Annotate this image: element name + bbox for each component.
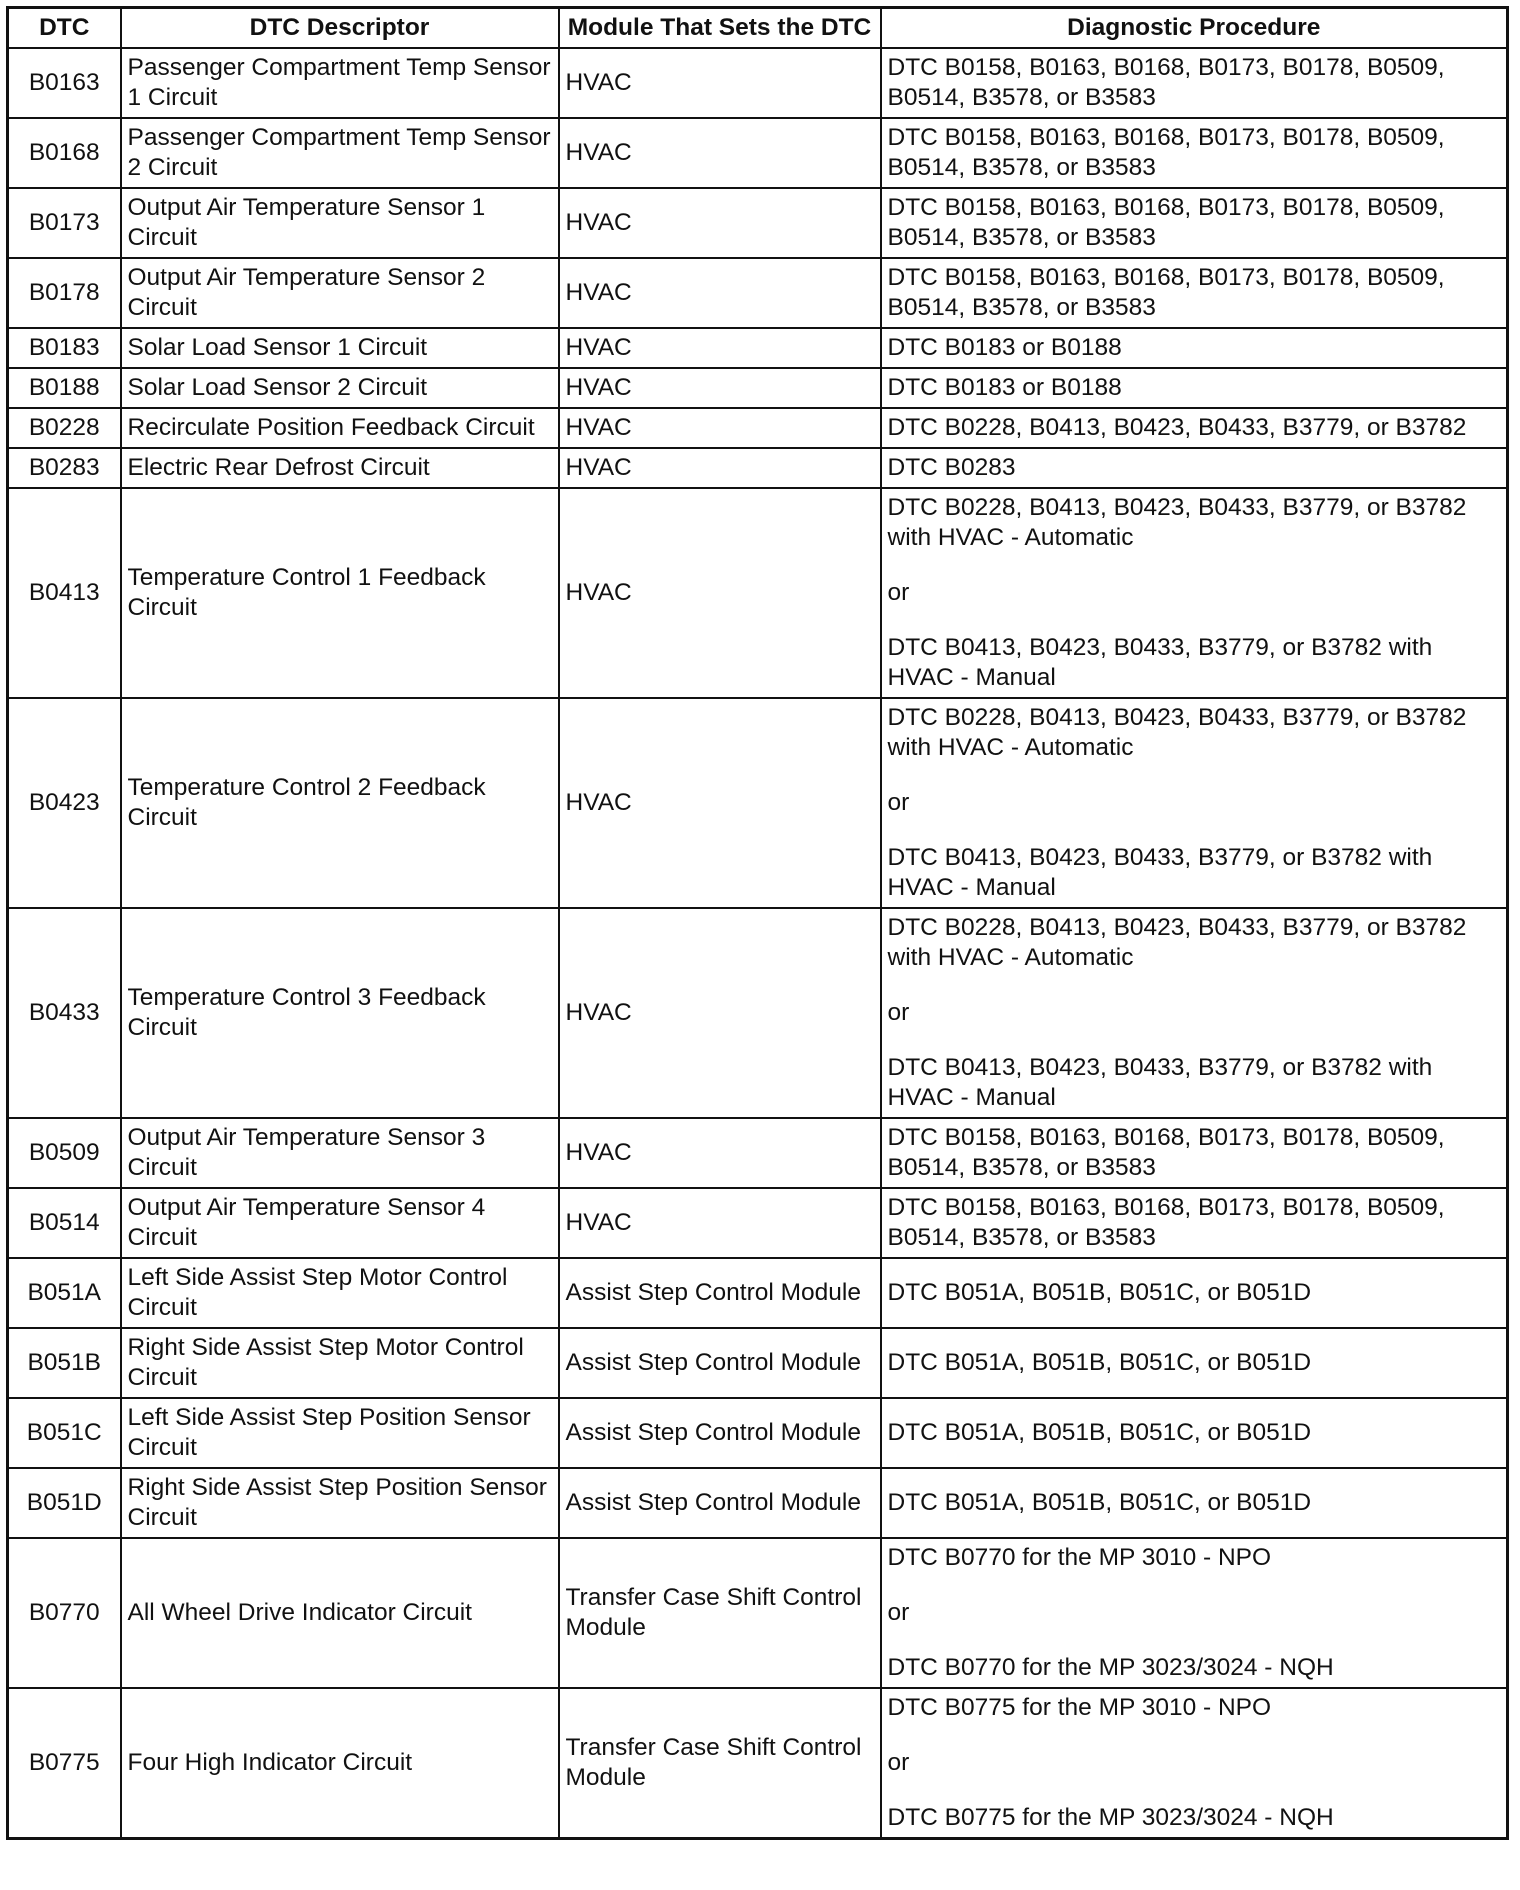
- dtc-descriptor-cell: Right Side Assist Step Position Sensor Circuit: [121, 1468, 559, 1538]
- module-cell: Assist Step Control Module: [559, 1468, 881, 1538]
- procedure-line: or: [887, 1599, 910, 1626]
- module-cell: Transfer Case Shift Control Module: [559, 1688, 881, 1839]
- dtc-descriptor-cell: Left Side Assist Step Motor Control Circuit: [121, 1258, 559, 1328]
- dtc-descriptor-cell: Passenger Compartment Temp Sensor 2 Circuit: [121, 118, 559, 188]
- procedure-line: DTC B0770 for the MP 3023/3024 - NQH: [887, 1654, 1334, 1681]
- module-cell: HVAC: [559, 908, 881, 1118]
- procedure-line: DTC B0775 for the MP 3023/3024 - NQH: [887, 1804, 1334, 1831]
- dtc-code-cell: B051A: [8, 1258, 121, 1328]
- table-row: [8, 1258, 1508, 1328]
- procedure-line: DTC B0158, B0163, B0168, B0173, B0178, B0509, B0514, B3578, or B3583: [887, 264, 1445, 321]
- diagnostic-procedure-cell: [881, 258, 1508, 328]
- dtc-table: [6, 6, 1509, 1840]
- procedure-line: or: [887, 789, 910, 816]
- procedure-line: DTC B0228, B0413, B0423, B0433, B3779, or B3782 with HVAC - Automatic: [887, 704, 1467, 761]
- module-cell: HVAC: [559, 368, 881, 408]
- table-body: [8, 48, 1508, 1839]
- diagnostic-procedure-cell: [881, 1188, 1508, 1258]
- dtc-descriptor-cell: Passenger Compartment Temp Sensor 1 Circuit: [121, 48, 559, 118]
- module-cell: HVAC: [559, 328, 881, 368]
- module-cell: HVAC: [559, 448, 881, 488]
- dtc-code-cell: B0178: [8, 258, 121, 328]
- procedure-line: or: [887, 579, 910, 606]
- module-cell: Assist Step Control Module: [559, 1258, 881, 1328]
- dtc-code-cell: B0509: [8, 1118, 121, 1188]
- table-row: [8, 1538, 1508, 1688]
- column-header-dtc: DTC: [8, 8, 121, 49]
- procedure-line: DTC B0158, B0163, B0168, B0173, B0178, B0509, B0514, B3578, or B3583: [887, 1124, 1445, 1181]
- dtc-code-cell: B0163: [8, 48, 121, 118]
- dtc-code-cell: B0283: [8, 448, 121, 488]
- table-row: [8, 698, 1508, 908]
- table-row: [8, 1688, 1508, 1839]
- procedure-line: DTC B051A, B051B, B051C, or B051D: [887, 1279, 1312, 1306]
- table-header-row: [8, 8, 1508, 49]
- procedure-line: DTC B0413, B0423, B0433, B3779, or B3782 with HVAC - Manual: [887, 844, 1433, 901]
- table-row: [8, 1398, 1508, 1468]
- procedure-line: DTC B0283: [887, 454, 1016, 481]
- module-cell: HVAC: [559, 488, 881, 698]
- dtc-descriptor-cell: Output Air Temperature Sensor 4 Circuit: [121, 1188, 559, 1258]
- module-cell: HVAC: [559, 408, 881, 448]
- dtc-code-cell: B051D: [8, 1468, 121, 1538]
- procedure-line: DTC B0158, B0163, B0168, B0173, B0178, B0509, B0514, B3578, or B3583: [887, 194, 1445, 251]
- diagnostic-procedure-cell: [881, 118, 1508, 188]
- table-row: [8, 1328, 1508, 1398]
- table-row: [8, 328, 1508, 368]
- module-cell: HVAC: [559, 118, 881, 188]
- table-row: [8, 1118, 1508, 1188]
- table-row: [8, 48, 1508, 118]
- diagnostic-procedure-cell: [881, 1538, 1508, 1688]
- dtc-descriptor-cell: Output Air Temperature Sensor 1 Circuit: [121, 188, 559, 258]
- dtc-code-cell: B0514: [8, 1188, 121, 1258]
- dtc-code-cell: B0413: [8, 488, 121, 698]
- dtc-descriptor-cell: Temperature Control 3 Feedback Circuit: [121, 908, 559, 1118]
- dtc-descriptor-cell: Solar Load Sensor 2 Circuit: [121, 368, 559, 408]
- table-row: [8, 368, 1508, 408]
- dtc-descriptor-cell: Output Air Temperature Sensor 3 Circuit: [121, 1118, 559, 1188]
- dtc-code-cell: B0168: [8, 118, 121, 188]
- module-cell: Assist Step Control Module: [559, 1398, 881, 1468]
- diagnostic-procedure-cell: [881, 488, 1508, 698]
- dtc-descriptor-cell: Electric Rear Defrost Circuit: [121, 448, 559, 488]
- dtc-descriptor-cell: Four High Indicator Circuit: [121, 1688, 559, 1839]
- procedure-line: DTC B0158, B0163, B0168, B0173, B0178, B0509, B0514, B3578, or B3583: [887, 1194, 1445, 1251]
- procedure-line: DTC B0228, B0413, B0423, B0433, B3779, or B3782: [887, 414, 1467, 441]
- procedure-line: DTC B051A, B051B, B051C, or B051D: [887, 1489, 1312, 1516]
- column-header-procedure: Diagnostic Procedure: [881, 8, 1508, 49]
- procedure-line: or: [887, 1749, 910, 1776]
- table-row: [8, 488, 1508, 698]
- table-row: [8, 1468, 1508, 1538]
- procedure-line: DTC B0228, B0413, B0423, B0433, B3779, or B3782 with HVAC - Automatic: [887, 494, 1467, 551]
- procedure-line: DTC B051A, B051B, B051C, or B051D: [887, 1349, 1312, 1376]
- dtc-code-cell: B0188: [8, 368, 121, 408]
- column-header-descriptor: DTC Descriptor: [121, 8, 559, 49]
- table-row: [8, 1188, 1508, 1258]
- procedure-line: DTC B0183 or B0188: [887, 374, 1122, 401]
- procedure-line: DTC B0775 for the MP 3010 - NPO: [887, 1694, 1272, 1721]
- dtc-code-cell: B0173: [8, 188, 121, 258]
- module-cell: Transfer Case Shift Control Module: [559, 1538, 881, 1688]
- dtc-code-cell: B0183: [8, 328, 121, 368]
- procedure-line: DTC B0158, B0163, B0168, B0173, B0178, B0509, B0514, B3578, or B3583: [887, 54, 1445, 111]
- dtc-code-cell: B051C: [8, 1398, 121, 1468]
- dtc-code-cell: B0228: [8, 408, 121, 448]
- module-cell: HVAC: [559, 698, 881, 908]
- dtc-descriptor-cell: Right Side Assist Step Motor Control Circuit: [121, 1328, 559, 1398]
- module-cell: HVAC: [559, 188, 881, 258]
- diagnostic-procedure-cell: [881, 48, 1508, 118]
- procedure-line: or: [887, 999, 910, 1026]
- dtc-descriptor-cell: Temperature Control 1 Feedback Circuit: [121, 488, 559, 698]
- dtc-descriptor-cell: Temperature Control 2 Feedback Circuit: [121, 698, 559, 908]
- diagnostic-procedure-cell: [881, 408, 1508, 448]
- dtc-code-cell: B051B: [8, 1328, 121, 1398]
- diagnostic-procedure-cell: [881, 1118, 1508, 1188]
- table-row: [8, 908, 1508, 1118]
- dtc-descriptor-cell: All Wheel Drive Indicator Circuit: [121, 1538, 559, 1688]
- dtc-code-cell: B0423: [8, 698, 121, 908]
- table-row: [8, 408, 1508, 448]
- module-cell: Assist Step Control Module: [559, 1328, 881, 1398]
- dtc-descriptor-cell: Left Side Assist Step Position Sensor Circuit: [121, 1398, 559, 1468]
- dtc-descriptor-cell: Output Air Temperature Sensor 2 Circuit: [121, 258, 559, 328]
- diagnostic-procedure-cell: [881, 328, 1508, 368]
- table-row: [8, 118, 1508, 188]
- module-cell: HVAC: [559, 1118, 881, 1188]
- module-cell: HVAC: [559, 1188, 881, 1258]
- dtc-code-cell: B0775: [8, 1688, 121, 1839]
- dtc-descriptor-cell: Recirculate Position Feedback Circuit: [121, 408, 559, 448]
- procedure-line: DTC B0183 or B0188: [887, 334, 1122, 361]
- table-row: [8, 188, 1508, 258]
- dtc-descriptor-cell: Solar Load Sensor 1 Circuit: [121, 328, 559, 368]
- procedure-line: DTC B051A, B051B, B051C, or B051D: [887, 1419, 1312, 1446]
- dtc-code-cell: B0433: [8, 908, 121, 1118]
- module-cell: HVAC: [559, 258, 881, 328]
- procedure-line: DTC B0413, B0423, B0433, B3779, or B3782 with HVAC - Manual: [887, 634, 1433, 691]
- diagnostic-procedure-cell: [881, 1328, 1508, 1398]
- procedure-line: DTC B0770 for the MP 3010 - NPO: [887, 1544, 1272, 1571]
- diagnostic-procedure-cell: [881, 908, 1508, 1118]
- diagnostic-procedure-cell: [881, 1688, 1508, 1839]
- procedure-line: DTC B0228, B0413, B0423, B0433, B3779, or B3782 with HVAC - Automatic: [887, 914, 1467, 971]
- diagnostic-procedure-cell: [881, 1468, 1508, 1538]
- table-row: [8, 258, 1508, 328]
- diagnostic-procedure-cell: [881, 448, 1508, 488]
- diagnostic-procedure-cell: [881, 188, 1508, 258]
- procedure-line: DTC B0413, B0423, B0433, B3779, or B3782 with HVAC - Manual: [887, 1054, 1433, 1111]
- column-header-module: Module That Sets the DTC: [559, 8, 881, 49]
- document-page: [6, 6, 1506, 1840]
- diagnostic-procedure-cell: [881, 698, 1508, 908]
- module-cell: HVAC: [559, 48, 881, 118]
- table-row: [8, 448, 1508, 488]
- procedure-line: DTC B0158, B0163, B0168, B0173, B0178, B0509, B0514, B3578, or B3583: [887, 124, 1445, 181]
- diagnostic-procedure-cell: [881, 1398, 1508, 1468]
- diagnostic-procedure-cell: [881, 368, 1508, 408]
- diagnostic-procedure-cell: [881, 1258, 1508, 1328]
- dtc-code-cell: B0770: [8, 1538, 121, 1688]
